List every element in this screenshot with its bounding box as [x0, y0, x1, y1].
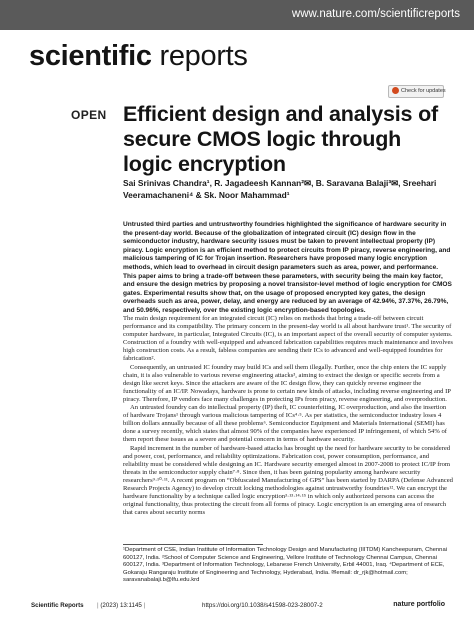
page-footer: [31, 602, 445, 612]
body-paragraph-2: Consequently, an untrusted IC foundry may build ICs and sell them illegally. Further, once the chip enters the IC supply chain, it is also vulnerable to various reverse engineering attacks³, aiming to extract the design or specific secrets from a design like secret keys. Since the attackers are aware of the IC design flow, they can quickly reverse engineer the functionality of an IC/IP. Nowadays, hardware is prone to certain new kinds of attacks, including reverse engineering and IP piracy. Therefore, IP vendors face many challenges in protecting IPs from piracy, reverse engineering, and overproduction.: [123, 363, 451, 403]
article-body: [123, 315, 453, 517]
footer-separator-2: |: [143, 602, 146, 609]
article-title: Efficient design and analysis of secure CMOS logic through logic encryption: [123, 102, 438, 176]
body-paragraph-4: Rapid increment in the number of hardware-based attacks has brought up the need for hardware security to be considered and power, cost, performance, and reliability optimizations. Fabrication cost, power consumption, performance, and reliability must be considered while designing an IC. Hardware security emerged almost in 2007-2008 to protect IC/IP from threats in the semiconductor supply chain⁷·⁸. Since then, it has been gaining popularity among hardware security researchers⁹·¹⁰·¹¹. A recent program on “Obfuscated Manufacturing of GPS” has been started by DARPA (Defense Advanced Research Projects Agency) to develop circuit locking methodologies against untrustworthy foundries¹². We can encrypt the hardware functionality by a technique called logic encryption³·¹³·¹⁴·¹⁵ in which only authorized persons can access the original functionality, thus protecting the circuit from all forms of piracy. Logic encryption is an emerging area of research that cares about security norms: [123, 444, 453, 517]
footer-journal-name: Scientific Reports: [31, 602, 84, 609]
check-updates-label: Check for updates: [401, 88, 446, 94]
site-header-bar: [0, 0, 474, 30]
body-paragraph-1: The main design requirement for an integrated circuit (IC) relies on methods that bring a trade-off between circuit performance and its compatibility. The primary concern in the present-day world is all about hardware trust¹. The security of computer hardware, in particular, Integrated Circuits (IC), is an important aspect of the overall security of computer systems. Construction of a foundry with well-equipped and advanced fabrication capabilities requires much maintenance and involves high construction costs. As a result, fabless companies are sending their ICs to advanced and well-equipped foundries for fabrication².: [123, 315, 453, 363]
check-for-updates-button[interactable]: [388, 85, 444, 98]
body-paragraph-3: An untrusted foundry can do intellectual property (IP) theft, IC counterfeiting, IC overproduction, and also the insertion of hardware Trojans¹ through various malicious tampering of ICs⁴·⁵. As per statistics, the semiconductor industry loses 4 billion dollars annually because of all these problems⁶. Semiconductor Equipment and Materials International (SEMI) has done a survey recently, which states that almost 90% of the companies have experienced IP infringement, of which 54% of them report these issues as a severe and potential concern in terms of hardware security.: [123, 404, 447, 444]
journal-name-bold: scientific: [29, 40, 152, 72]
footer-separator-1: |: [97, 602, 99, 609]
footer-citation-text: (2023) 13:1145: [100, 602, 142, 609]
abstract-text: Untrusted third parties and untrustworthy foundries highlighted the significance of hardware security in the present-day world. Because of the globalization of integrated circuit (IC) design flow in the semiconductor industry, hardware security issues must be taken to prevent intellectual property (IP) piracy. Logic encryption is an efficient method to protect circuits from IP piracy, reverse engineering, and malicious tampering of IC for Trojan insertion. Researchers have proposed many logic encryption methods, which lead to overhead in circuit design parameters such as area, power, and performance. This paper aims to bring a trade-off between these parameters, with security being the main key factor, and ensure the design metrics by proposing a novel transistor-level method of logic encryption for CMOS gates. Experimental results show that, on the usage of proposed encrypted key gates, the design overheads such as area, power, delay, and energy are reduced by an average of 42.94%, 37.37%, 26.79%, and 50.96%, respectively, over the existing logic encryption-based topologies.: [123, 221, 452, 314]
footer-citation: [97, 602, 145, 609]
journal-name-light: reports: [151, 40, 248, 72]
affiliations: ¹Department of CSE, Indian Institute of Information Technology Design and Manufacturing (IIITDM) Kancheepuram, Chennai 600127, India. ²School of Computer Science and Engineering, Vellore Institute of Technology Chennai Campus, Chennai 600127, India. ³Department of Information Technology, Lebanese French University, Erbil 44001, Iraq. ⁴Department of ECE, Gokaraju Rangaraju Institute of Engineering and Technology, Hyderabad, India. ✉email: dr_rjk@hotmail.com; saravanabalaji.b@lfu.edu.krd: [123, 547, 448, 584]
crossmark-icon: [392, 87, 399, 94]
affiliation-divider: [123, 544, 263, 545]
site-url-link[interactable]: www.nature.com/scientificreports: [291, 8, 460, 20]
author-list: Sai Srinivas Chandra¹, R. Jagadeesh Kannan²✉, B. Saravana Balaji³✉, Sreehari Veeramachaneni⁴ & Sk. Noor Mahammad¹: [123, 178, 437, 200]
journal-logo[interactable]: [29, 40, 248, 73]
open-access-label: OPEN: [71, 108, 107, 122]
publisher-logo: nature portfolio: [393, 601, 445, 608]
footer-doi-link[interactable]: https://doi.org/10.1038/s41598-023-28007-2: [202, 602, 323, 609]
